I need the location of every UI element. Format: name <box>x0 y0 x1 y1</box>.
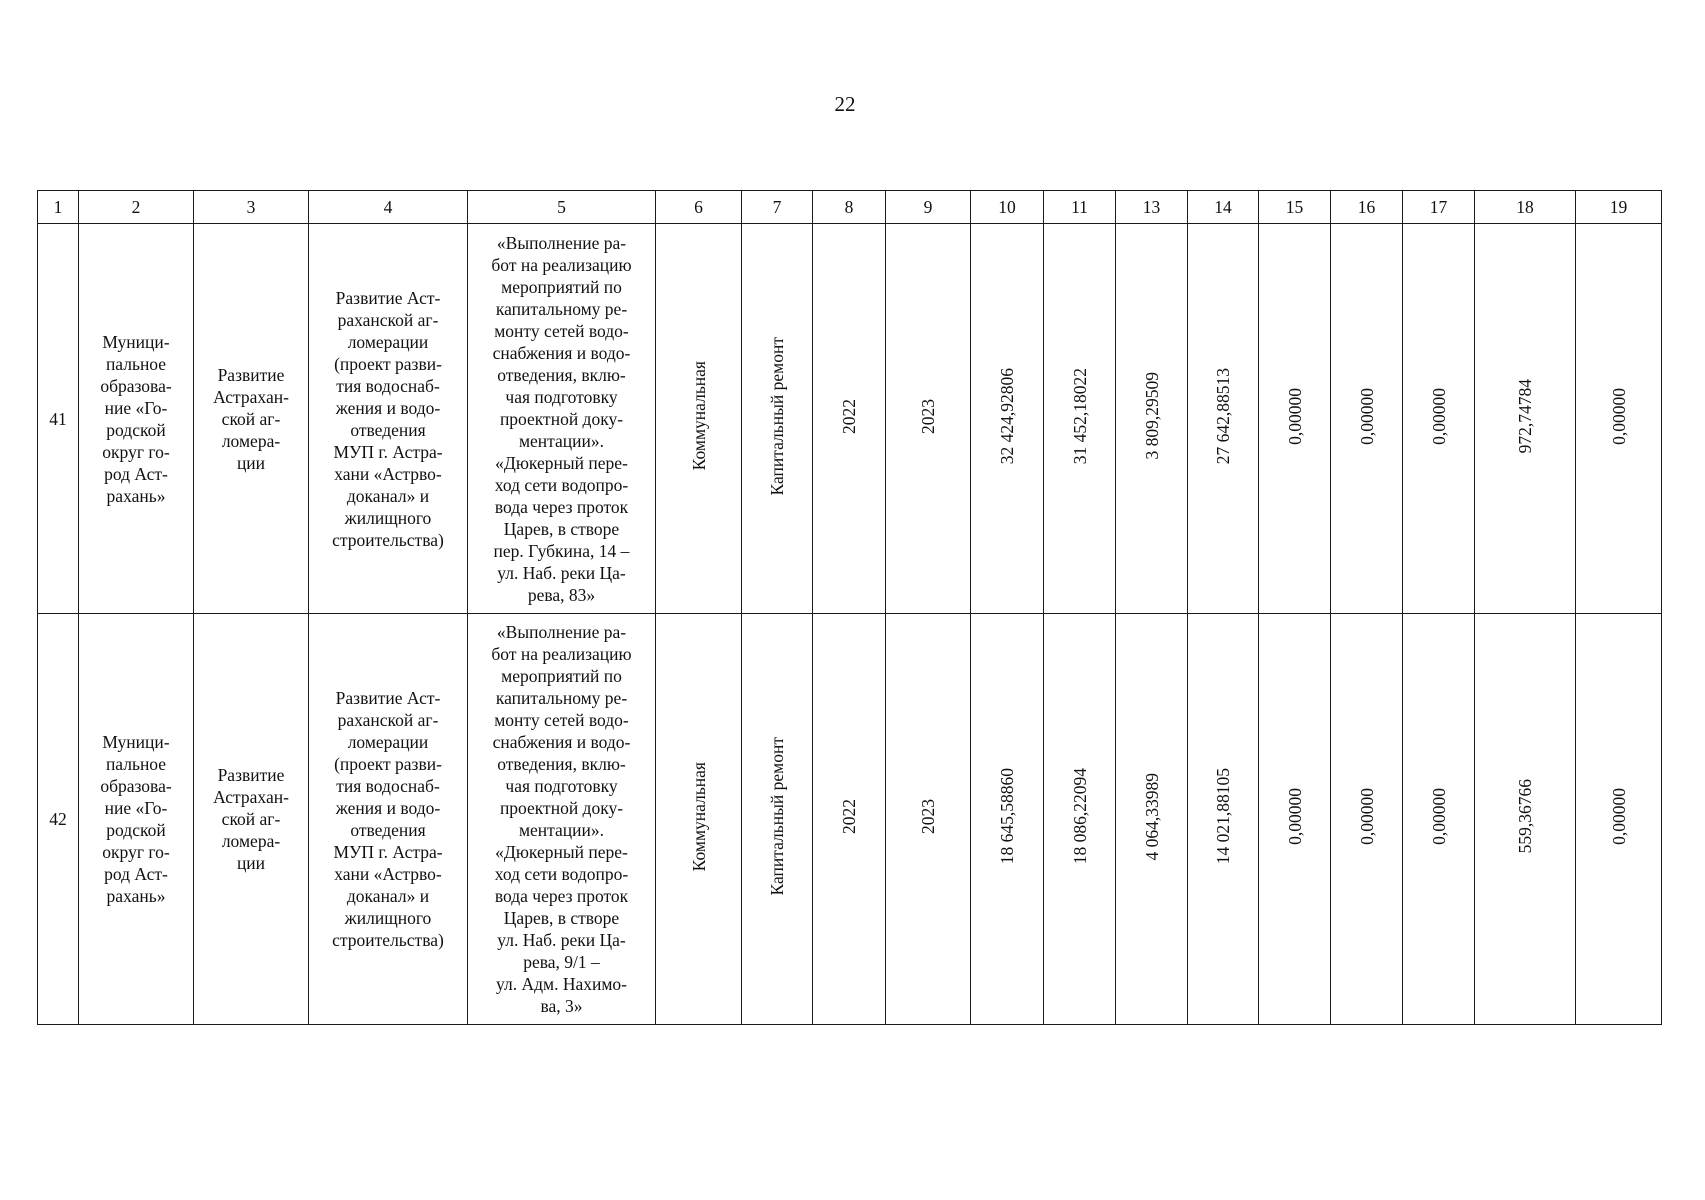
value-cell <box>1475 614 1576 1025</box>
value-cell <box>1188 614 1259 1025</box>
column-header: 13 <box>1116 191 1188 224</box>
column-header: 15 <box>1259 191 1331 224</box>
column-header: 10 <box>971 191 1044 224</box>
value-col-14: 14 021,88105 <box>1213 768 1233 865</box>
data-table <box>37 190 1662 1025</box>
column-header: 19 <box>1576 191 1662 224</box>
value-col-14: 27 642,88513 <box>1213 367 1233 465</box>
value-col-17: 0,00000 <box>1428 788 1449 845</box>
row-number-cell: 42 <box>38 614 79 1025</box>
column-header: 2 <box>79 191 194 224</box>
value-col-15: 0,00000 <box>1284 387 1305 445</box>
table-row <box>38 224 1662 614</box>
value-col-11: 31 452,18022 <box>1069 367 1090 465</box>
municipality-text: Муници- пальное образова- ние «Го- родской округ го- род Аст- рахань» <box>100 732 172 906</box>
value-cell <box>1403 614 1475 1025</box>
year-start-text: 2022 <box>839 398 859 434</box>
subproject-text: Развитие Аст- раханской аг- ломерации (проект разви- тия водоснаб- жения и водо- отведения МУП г. Астра- хани «Астрво- доканал» и жилищного строительства) <box>332 688 444 950</box>
column-header: 4 <box>309 191 468 224</box>
project-cell <box>194 614 309 1025</box>
column-header: 6 <box>656 191 742 224</box>
column-header: 11 <box>1044 191 1116 224</box>
column-header: 9 <box>886 191 971 224</box>
year-end-cell <box>886 614 971 1025</box>
value-col-16: 0,00000 <box>1356 788 1377 845</box>
municipality-cell <box>79 614 194 1025</box>
value-col-13: 4 064,33989 <box>1141 772 1162 861</box>
subproject-cell <box>309 224 468 614</box>
year-start-cell <box>813 224 886 614</box>
municipality-text: Муници- пальное образова- ние «Го- родской округ го- род Аст- рахань» <box>100 331 172 506</box>
value-cell <box>1576 224 1662 614</box>
value-cell <box>1116 224 1188 614</box>
year-start-text: 2022 <box>839 799 859 834</box>
value-col-11: 18 086,22094 <box>1069 768 1090 865</box>
value-cell <box>1044 224 1116 614</box>
row-number-cell: 41 <box>38 224 79 614</box>
value-cell <box>1044 614 1116 1025</box>
municipality-cell <box>79 224 194 614</box>
value-col-18: 972,74784 <box>1515 378 1535 454</box>
year-start-cell <box>813 614 886 1025</box>
work-type-cell <box>742 614 813 1025</box>
subproject-text: Развитие Аст- раханской аг- ломерации (проект разви- тия водоснаб- жения и водо- отведения МУП г. Астра- хани «Астрво- доканал» и жилищного строительства) <box>332 287 444 550</box>
value-cell <box>1259 614 1331 1025</box>
value-cell <box>1403 224 1475 614</box>
column-header: 14 <box>1188 191 1259 224</box>
work-type-text: Капитальный ремонт <box>767 737 787 896</box>
column-header: 7 <box>742 191 813 224</box>
value-cell <box>1331 614 1403 1025</box>
value-cell <box>1188 224 1259 614</box>
value-col-19: 0,00000 <box>1608 387 1629 445</box>
column-header: 5 <box>468 191 656 224</box>
ownership-cell <box>656 614 742 1025</box>
description-cell <box>468 614 656 1025</box>
value-cell <box>971 224 1044 614</box>
project-text: Развитие Астрахан- ской аг- ломера- ции <box>213 765 289 873</box>
work-type-text: Капитальный ремонт <box>767 336 787 496</box>
project-text: Развитие Астрахан- ской аг- ломера- ции <box>213 364 289 473</box>
year-end-cell <box>886 224 971 614</box>
header-row <box>38 191 1662 224</box>
value-col-10: 32 424,92806 <box>997 367 1017 465</box>
ownership-text: Коммунальная <box>688 761 709 872</box>
description-text: «Выполнение ра- бот на реализацию мероприятий по капитальному ре- монту сетей водо- снабжения и водо- отведения, вклю- чая подготовку проектной доку- ментации». «Дюкерный пере- ход сети водопро- вода через проток Царев, в створе пер. Губкина, 14 – ул. Наб. реки Ца- рева, 83» <box>491 232 632 605</box>
value-cell <box>1259 224 1331 614</box>
project-cell <box>194 224 309 614</box>
value-cell <box>1331 224 1403 614</box>
page-number: 22 <box>834 92 856 116</box>
value-col-13: 3 809,29509 <box>1141 372 1162 460</box>
table-row <box>38 614 1662 1025</box>
ownership-cell <box>656 224 742 614</box>
column-header: 3 <box>194 191 309 224</box>
value-cell <box>971 614 1044 1025</box>
column-header: 16 <box>1331 191 1403 224</box>
year-end-text: 2023 <box>918 799 938 834</box>
value-col-18: 559,36766 <box>1515 779 1535 854</box>
column-header: 1 <box>38 191 79 224</box>
value-cell <box>1475 224 1576 614</box>
column-header: 17 <box>1403 191 1475 224</box>
column-header: 8 <box>813 191 886 224</box>
value-col-16: 0,00000 <box>1356 387 1377 445</box>
value-col-19: 0,00000 <box>1608 788 1629 845</box>
description-text: «Выполнение ра- бот на реализацию мероприятий по капитальному ре- монту сетей водо- снабжения и водо- отведения, вклю- чая подготовку проектной доку- ментации». «Дюкерный пере- ход сети водопро- вода через проток Царев, в створе ул. Наб. реки Ца- рева, 9/1 – ул. Адм. Нахимо- ва, 3» <box>491 622 632 1016</box>
ownership-text: Коммунальная <box>688 361 709 471</box>
value-col-17: 0,00000 <box>1428 387 1449 445</box>
column-header: 18 <box>1475 191 1576 224</box>
value-col-15: 0,00000 <box>1284 788 1305 845</box>
description-cell <box>468 224 656 614</box>
value-col-10: 18 645,58860 <box>997 768 1017 865</box>
value-cell <box>1116 614 1188 1025</box>
subproject-cell <box>309 614 468 1025</box>
work-type-cell <box>742 224 813 614</box>
year-end-text: 2023 <box>918 398 938 434</box>
value-cell <box>1576 614 1662 1025</box>
